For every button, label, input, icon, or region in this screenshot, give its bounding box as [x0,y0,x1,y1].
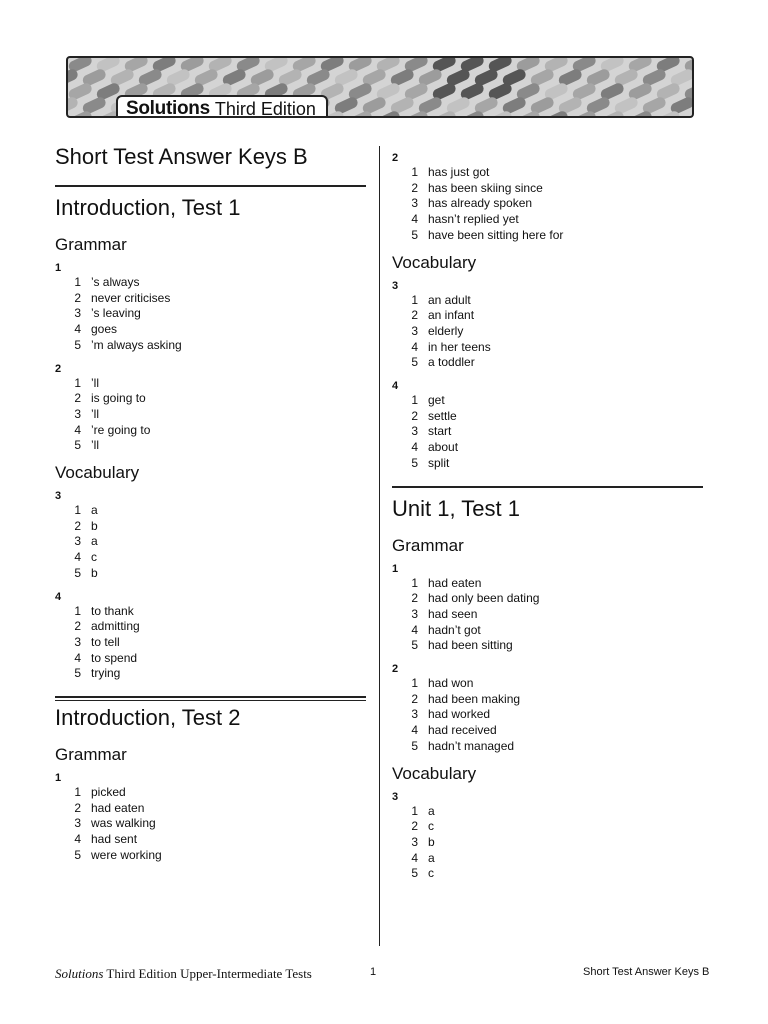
answer-list [392,576,703,655]
answer-text: has been skiing since [428,180,543,195]
answer-number: 4 [411,850,418,865]
exercise-number: 1 [392,562,399,575]
answer-list [392,804,703,883]
exercise-number: 1 [55,262,62,274]
answer-text: a [91,534,98,549]
grammar-heading: Grammar [392,535,464,555]
answer-list [392,393,703,472]
answer-item [392,607,703,623]
answer-item [55,275,366,291]
answer-number: 3 [411,323,418,338]
answer-text: b [91,518,98,533]
answer-text: start [428,424,452,439]
answer-item [392,623,703,639]
answer-item [55,635,366,651]
grammar-heading: Grammar [55,235,127,254]
answer-number: 4 [74,322,81,337]
answer-list [55,376,366,455]
answer-item [392,424,703,440]
answer-number: 2 [74,518,81,533]
answer-list [392,293,703,372]
answer-item [55,604,366,620]
exercise-number: 4 [392,380,399,393]
answer-item [392,676,703,692]
answer-text: b [428,834,435,849]
answer-number: 2 [411,408,418,423]
answer-item [55,848,366,864]
vocabulary-heading: Vocabulary [55,463,140,483]
answer-list [392,165,703,244]
answer-item [55,566,366,582]
answer-number: 3 [74,816,81,831]
answer-item [55,550,366,566]
banner-pill [683,109,694,118]
answer-item [392,707,703,723]
exercise-number: 4 [55,590,62,603]
answer-item [392,723,703,739]
answer-number: 2 [74,290,81,305]
answer-item [392,165,703,181]
answer-text: split [428,455,450,470]
answer-number: 5 [411,227,418,242]
answer-item [392,340,703,356]
answer-text: c [91,550,97,565]
footer-subtitle: Third Edition Upper-Intermediate Tests [103,966,312,981]
exercise-number: 2 [55,362,62,375]
answer-text: a [428,803,435,818]
answer-text: trying [91,666,121,681]
answer-text: settle [428,408,457,423]
answer-list [55,275,366,354]
answer-item [55,666,366,682]
answer-number: 1 [411,292,418,307]
answer-number: 1 [411,165,418,179]
answer-item [55,423,366,439]
answer-item [55,338,366,354]
answer-list [55,785,366,864]
answer-text: were working [91,847,162,862]
vocabulary-heading: Vocabulary [392,763,477,783]
section-rule [392,486,703,488]
answer-item [55,391,366,407]
answer-text: to thank [91,603,134,618]
answer-item [392,851,703,867]
answer-number: 4 [411,212,418,227]
answer-text: c [428,819,434,834]
answer-text: ’re going to [91,422,151,437]
answer-item [55,801,366,817]
answer-number: 1 [411,575,418,590]
answer-item [55,785,366,801]
answer-item [392,324,703,340]
answer-text: c [428,866,434,881]
answer-text: had eaten [91,800,145,815]
answer-number: 2 [411,308,418,323]
answer-text: never criticises [91,290,171,305]
answer-number: 1 [74,503,81,518]
answer-number: 4 [74,422,81,437]
answer-item [392,181,703,197]
answer-number: 2 [411,819,418,834]
answer-text: to tell [91,634,120,649]
answer-text: hadn’t managed [428,738,515,753]
answer-text: a [428,850,435,865]
exercise-number: 2 [392,152,399,164]
answer-number: 2 [74,391,81,406]
answer-number: 4 [74,550,81,565]
answer-number: 3 [411,834,418,849]
answer-text: had been sitting [428,638,513,653]
answer-item [392,835,703,851]
answer-item [392,228,703,244]
answer-item [392,212,703,228]
answer-number: 4 [411,339,418,354]
answer-number: 3 [74,306,81,321]
banner-brand: Solutions [126,98,210,118]
answer-item [392,355,703,371]
answer-item [392,591,703,607]
answer-text: ’ll [91,406,99,421]
answer-text: had been making [428,691,521,706]
answer-item [55,291,366,307]
answer-number: 1 [74,275,81,289]
document-title: Short Test Answer Keys B [55,144,308,169]
answer-item [392,196,703,212]
answer-number: 3 [411,424,418,439]
answer-number: 2 [411,180,418,195]
answer-number: 2 [411,591,418,606]
answer-number: 5 [74,438,81,453]
answer-text: ’m always asking [91,337,182,352]
answer-item [55,651,366,667]
answer-text: hasn’t replied yet [428,212,519,227]
section-title-intro-test-2: Introduction, Test 2 [55,705,241,731]
answer-item [392,456,703,472]
answer-number: 5 [411,638,418,653]
answer-number: 5 [411,455,418,470]
answer-number: 4 [74,832,81,847]
footer-brand: Solutions [55,966,104,981]
answer-text: had eaten [428,575,482,590]
answer-text: has just got [428,165,490,179]
title-rule [55,185,366,187]
exercise-number: 1 [55,772,62,785]
banner-label [116,95,328,118]
answer-number: 2 [411,691,418,706]
answer-item [392,393,703,409]
answer-item [55,407,366,423]
answer-list [55,503,366,582]
answer-text: had only been dating [428,591,540,606]
answer-item [55,519,366,535]
answer-item [55,503,366,519]
page-number: 1 [370,966,377,978]
answer-item [55,619,366,635]
exercise-number: 3 [392,279,399,292]
answer-item [392,409,703,425]
answer-item [392,308,703,324]
answer-text: ’s leaving [91,306,141,321]
answer-text: b [91,565,98,580]
answer-text: had seen [428,606,478,621]
answer-number: 5 [74,847,81,862]
answer-number: 3 [411,707,418,722]
answer-text: hadn’t got [428,622,481,637]
answer-number: 1 [411,676,418,691]
answer-number: 1 [74,375,81,390]
answer-item [392,576,703,592]
answer-text: an infant [428,308,475,323]
right-column [392,150,703,891]
answer-number: 3 [411,196,418,211]
banner-edition: Third Edition [214,98,316,118]
answer-text: admitting [91,619,140,634]
header-banner [66,56,694,118]
answer-item [392,638,703,654]
answer-number: 5 [411,738,418,753]
answer-number: 4 [411,440,418,455]
left-column [55,140,366,873]
answer-item [55,322,366,338]
answer-number: 3 [74,406,81,421]
answer-number: 2 [74,619,81,634]
footer-title [55,966,312,982]
answer-number: 1 [411,393,418,408]
answer-number: 5 [411,866,418,881]
answer-list [392,676,703,755]
answer-item [55,306,366,322]
answer-text: about [428,440,459,455]
vocabulary-heading: Vocabulary [392,252,477,272]
answer-item [392,804,703,820]
answer-text: have been sitting here for [428,227,564,242]
answer-number: 3 [74,534,81,549]
answer-number: 4 [411,622,418,637]
answer-text: ’ll [91,375,99,390]
answer-item [55,832,366,848]
exercise-number: 2 [392,663,399,676]
answer-text: had worked [428,707,491,722]
answer-number: 4 [411,723,418,738]
answer-item [392,293,703,309]
answer-text: get [428,393,445,408]
answer-text: ’s always [91,275,140,289]
section-rule [55,696,366,701]
answer-text: ’ll [91,438,99,453]
answer-number: 4 [74,650,81,665]
answer-text: has already spoken [428,196,533,211]
answer-item [55,376,366,392]
column-divider [379,146,380,946]
answer-item [392,866,703,882]
answer-text: a [91,503,98,518]
answer-text: elderly [428,323,464,338]
answer-number: 1 [411,803,418,818]
answer-text: in her teens [428,339,491,354]
answer-number: 1 [74,785,81,800]
answer-text: had received [428,723,497,738]
exercise-number: 3 [392,790,399,803]
answer-number: 5 [74,666,81,681]
exercise-number: 3 [55,490,62,503]
answer-text: an adult [428,292,471,307]
answer-text: to spend [91,650,138,665]
answer-text: was walking [91,816,156,831]
answer-number: 5 [74,565,81,580]
answer-text: a toddler [428,355,475,370]
answer-text: is going to [91,391,146,406]
answer-text: had won [428,676,474,691]
answer-item [392,819,703,835]
answer-item [392,692,703,708]
answer-item [55,438,366,454]
answer-text: goes [91,322,118,337]
section-title-unit-1-test-1: Unit 1, Test 1 [392,495,520,521]
answer-number: 1 [74,603,81,618]
answer-item [55,534,366,550]
section-title-intro-test-1: Introduction, Test 1 [55,195,241,220]
answer-item [55,816,366,832]
answer-number: 2 [74,800,81,815]
answer-item [392,739,703,755]
answer-text: had sent [91,832,138,847]
grammar-heading: Grammar [55,745,127,765]
answer-item [392,440,703,456]
answer-number: 3 [74,634,81,649]
answer-text: picked [91,785,126,800]
answer-list [55,604,366,683]
footer-section: Short Test Answer Keys B [583,966,710,978]
answer-number: 5 [74,337,81,352]
answer-number: 3 [411,606,418,621]
answer-number: 5 [411,355,418,370]
